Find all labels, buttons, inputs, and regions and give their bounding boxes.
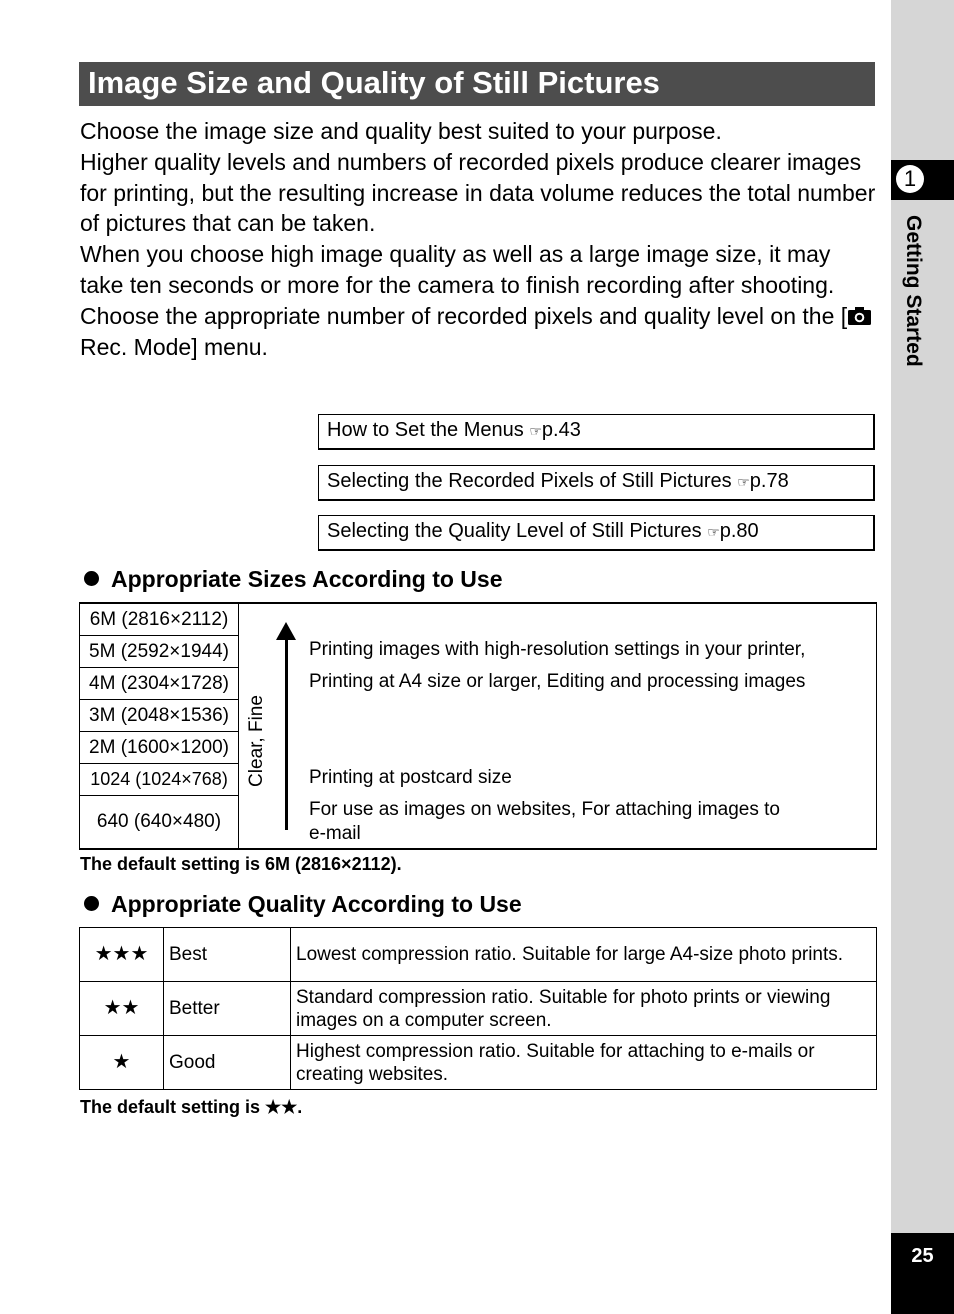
intro-p4-after: Rec. Mode] menu. [80, 333, 268, 360]
table-row [80, 1036, 877, 1090]
page-title: Image Size and Quality of Still Pictures [79, 62, 875, 106]
quality-default-note: The default setting is ★★. [80, 1097, 303, 1117]
star-rating: ★★ [80, 982, 164, 1036]
star-rating: ★ [80, 1036, 164, 1090]
camera-icon [847, 306, 872, 326]
quality-description: Highest compression ratio. Suitable for attaching to e-mails or creating websites. [291, 1036, 877, 1090]
usage-high-res: Printing images with high-resolution settings in your printer, [309, 639, 806, 660]
quality-name: Best [164, 928, 291, 982]
quality-description: Lowest compression ratio. Suitable for large A4-size photo prints. [291, 928, 877, 982]
size-default-note: The default setting is 6M (2816×2112). [80, 854, 402, 874]
ref-recorded-pixels [318, 465, 875, 501]
size-cell: 2M (1600×1200) [80, 732, 239, 764]
bullet-icon [84, 571, 99, 586]
usage-web-line1: For use as images on websites, For attaching images to [309, 799, 781, 820]
pointing-hand-icon: ☞ [529, 423, 542, 439]
quality-name: Good [164, 1036, 291, 1090]
size-cell: 3M (2048×1536) [80, 700, 239, 732]
intro-paragraph-1: Choose the image size and quality best suited to your purpose. [80, 118, 722, 144]
page-number: 25 [891, 1233, 954, 1314]
ref-page: p.80 [719, 520, 759, 542]
ref-page: p.43 [541, 419, 581, 441]
quality-name: Better [164, 982, 291, 1036]
arrow-label [246, 686, 276, 796]
size-cell: 4M (2304×1728) [80, 668, 239, 700]
chapter-title [893, 215, 925, 405]
star-rating: ★★★ [80, 928, 164, 982]
intro-paragraph-2: Higher quality levels and numbers of recorded pixels produce clearer images for printing, but the resulting increase in data volume reduces the total number of pictures that can be taken. [80, 148, 876, 237]
ref-text: How to Set the Menus [327, 419, 530, 441]
sizes-heading [84, 566, 503, 593]
size-cell: 1024 (1024×768) [80, 764, 239, 796]
pointing-hand-icon: ☞ [737, 474, 750, 490]
sizes-table [79, 602, 877, 850]
quality-heading [84, 891, 522, 918]
table-row [80, 928, 877, 982]
chapter-title-text: Getting Started [902, 215, 925, 367]
arrow-line [285, 638, 288, 830]
quality-heading-text: Appropriate Quality According to Use [111, 891, 522, 917]
intro-p4-before: Choose the appropriate number of recorded pixels and quality level on the [ [80, 302, 848, 329]
pointing-hand-icon: ☞ [707, 524, 720, 540]
sizes-heading-text: Appropriate Sizes According to Use [111, 566, 503, 592]
usage-a4: Printing at A4 size or larger, Editing and processing images [309, 671, 806, 692]
intro-paragraph-3: When you choose high image quality as well as a large image size, it may take ten seconds or more for the camera to finish recording after shooting. [80, 241, 835, 298]
ref-text: Selecting the Quality Level of Still Pictures [327, 520, 708, 542]
intro-paragraph-4 [80, 301, 880, 363]
ref-page: p.78 [749, 470, 789, 492]
quality-description: Standard compression ratio. Suitable for photo prints or viewing images on a computer screen. [291, 982, 877, 1036]
usage-web-line2: e-mail [309, 823, 361, 844]
size-cell: 5M (2592×1944) [80, 636, 239, 668]
arrow-label-text: Clear, Fine [246, 695, 267, 787]
bullet-icon [84, 896, 99, 911]
intro-text [80, 116, 880, 362]
size-cell: 640 (640×480) [80, 796, 239, 848]
ref-quality-level [318, 515, 875, 551]
usage-postcard: Printing at postcard size [309, 767, 512, 788]
chapter-number: 1 [896, 165, 924, 193]
quality-table [79, 927, 877, 1090]
ref-text: Selecting the Recorded Pixels of Still Pictures [327, 470, 738, 492]
size-cell: 6M (2816×2112) [80, 604, 239, 636]
table-row [80, 982, 877, 1036]
ref-menus [318, 414, 875, 450]
